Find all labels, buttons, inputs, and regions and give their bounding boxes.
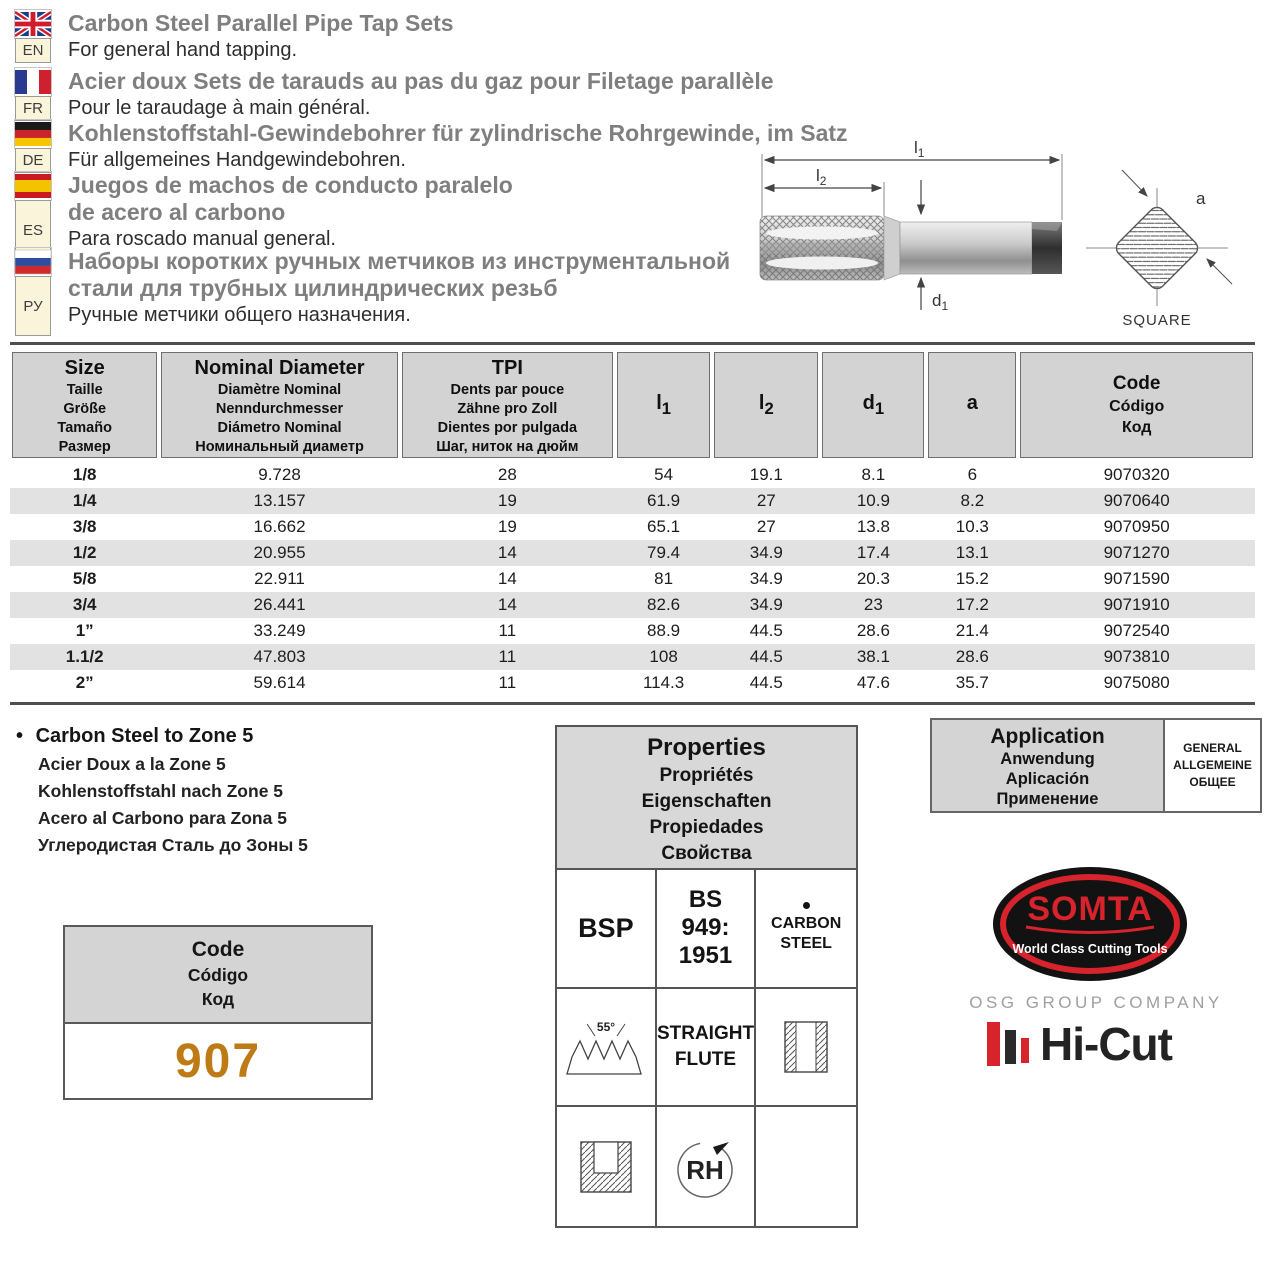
table-row (10, 488, 1255, 514)
hand-direction-label: RH (686, 1154, 725, 1185)
material-note-line: Kohlenstoffstahl nach Zone 5 (38, 781, 284, 801)
hicut-bars-icon (985, 1020, 1031, 1068)
header-line: Zähne pro Zoll (457, 401, 558, 417)
dimension-label-l2: $l_2$ (816, 166, 827, 188)
language-text (68, 10, 454, 63)
cell-d1: 13.8 (856, 517, 890, 536)
product-title: de acero al carbono (68, 199, 286, 225)
material-note (16, 722, 546, 859)
series-code-value: 907 (174, 1034, 262, 1088)
header-cell-tpi (400, 352, 615, 458)
cell-code: 9072540 (1103, 621, 1170, 640)
property-cell-material (756, 870, 856, 989)
cell-size: 5/8 (72, 569, 97, 588)
thread-profile-icon (563, 1016, 649, 1078)
cell-tpi: 14 (497, 595, 517, 614)
spec-table (10, 342, 1255, 705)
flute-line: STRAIGHT (656, 1022, 755, 1044)
product-subtitle: Für allgemeines Handgewindebohren. (68, 149, 406, 171)
cell-d1: 20.3 (856, 569, 890, 588)
tap-body-illustration (760, 216, 1062, 280)
property-cell-through-hole (756, 989, 856, 1108)
flag-column (15, 172, 51, 260)
language-code-label: DE (15, 148, 51, 173)
cell-code: 9070950 (1103, 517, 1170, 536)
language-text (68, 68, 774, 121)
cell-a: 6 (967, 465, 978, 484)
product-title: Kohlenstoffstahl-Gewindebohrer für zylindrische Rohrgewinde, im Satz (68, 120, 848, 146)
table-row (10, 514, 1255, 540)
header-line: Code (1112, 373, 1161, 394)
dimension-label-a: a (1196, 189, 1206, 208)
header-line: Diámetro Nominal (217, 420, 342, 436)
square-label: SQUARE (1122, 312, 1192, 329)
property-cell-thread-angle (557, 989, 657, 1108)
cell-l1: 82.6 (647, 595, 681, 614)
flute-line: FLUTE (674, 1048, 737, 1070)
cell-size: 2” (75, 673, 94, 692)
product-subtitle: Pour le taraudage à main général. (68, 97, 371, 119)
cell-a: 21.4 (955, 621, 989, 640)
dimension-label-l1: $l_1$ (914, 138, 925, 160)
property-cell-specification (657, 870, 757, 989)
material-line: CARBON (771, 915, 842, 933)
cell-d1: 47.6 (856, 673, 890, 692)
language-code-label: ES (15, 200, 51, 260)
product-subtitle: For general hand tapping. (68, 39, 298, 61)
header-cell-l1: $l_1$ (615, 352, 712, 458)
header-line: Taille (66, 382, 103, 398)
cell-l1: 65.1 (647, 517, 681, 536)
cell-code: 9071270 (1103, 543, 1170, 562)
header-line: Tamaño (57, 420, 112, 436)
cell-d1: 8.1 (861, 465, 886, 484)
cell-nominal: 47.803 (253, 647, 306, 666)
product-subtitle: Ручные метчики общего назначения. (68, 304, 411, 326)
material-note-line: Углеродистая Сталь до Зоны 5 (38, 835, 308, 855)
language-code-label: EN (15, 38, 51, 63)
properties-box (555, 725, 858, 1228)
cell-l1: 61.9 (647, 491, 681, 510)
material-note-line: Acero al Carbono para Zona 5 (38, 808, 287, 828)
cell-size: 3/8 (72, 517, 97, 536)
property-cell-flute (657, 989, 757, 1108)
language-code-label: РУ (15, 276, 51, 336)
cell-nominal: 33.249 (253, 621, 306, 640)
cell-l2: 27 (756, 491, 776, 510)
application-value-line: ALLGEMEINE (1173, 758, 1252, 772)
properties-header-line: Propriétés (659, 765, 754, 786)
table-top-rule (10, 342, 1255, 345)
language-code-label: FR (15, 96, 51, 121)
cell-tpi: 14 (497, 543, 517, 562)
product-title: Наборы коротких ручных метчиков из инструментальной (68, 248, 731, 274)
cell-d1: 28.6 (856, 621, 890, 640)
cell-nominal: 13.157 (253, 491, 306, 510)
flag-column (15, 120, 51, 173)
table-row (10, 592, 1255, 618)
flag-column (15, 248, 51, 336)
product-title: стали для трубных цилиндрических резьб (68, 275, 558, 301)
cell-a: 15.2 (955, 569, 989, 588)
spec-line: 949: (681, 914, 730, 942)
header-line: Größe (63, 401, 107, 417)
properties-header-line: Properties (647, 734, 766, 761)
osg-company-line: OSG GROUP COMPANY (969, 993, 1223, 1012)
somta-wordmark: SOMTA (1027, 890, 1153, 928)
application-header-line: Anwendung (1000, 750, 1095, 768)
language-block-en (15, 10, 454, 63)
cell-tpi: 19 (497, 517, 517, 536)
dimension-label-d1: $d_1$ (932, 291, 949, 313)
cell-nominal: 26.441 (253, 595, 306, 614)
language-block-ru (15, 248, 730, 336)
cell-l2: 34.9 (749, 569, 783, 588)
header-cell-l2: $l_2$ (712, 352, 820, 458)
material-line: STEEL (780, 935, 832, 953)
cell-size: 3/4 (72, 595, 97, 614)
language-block-de (15, 120, 848, 173)
application-header (932, 720, 1165, 811)
cell-l1: 108 (649, 647, 678, 666)
table-header (10, 352, 1255, 458)
header-line: Size (64, 357, 105, 379)
header-line: Dientes por pulgada (437, 420, 578, 436)
material-note-primary (16, 722, 546, 751)
header-line: Шаг, ниток на дюйм (436, 439, 579, 455)
cell-l2: 19.1 (749, 465, 783, 484)
code-box-body (65, 1024, 371, 1098)
cell-size: 1/2 (72, 543, 97, 562)
code-header-line: Código (187, 965, 249, 985)
properties-header-line: Свойства (661, 843, 752, 864)
cell-l2: 44.5 (749, 621, 783, 640)
cell-a: 13.1 (955, 543, 989, 562)
cell-a: 8.2 (960, 491, 985, 510)
cell-d1: 38.1 (856, 647, 890, 666)
language-text (68, 248, 730, 336)
bullet-icon: • (16, 725, 24, 747)
cell-a: 10.3 (955, 517, 989, 536)
property-cell-blind-hole (557, 1107, 657, 1226)
cell-l1: 54 (654, 465, 674, 484)
spec-line: 1951 (678, 942, 733, 970)
somta-logo (990, 864, 1190, 984)
cell-code: 9071590 (1103, 569, 1170, 588)
cell-size: 1” (75, 621, 94, 640)
cell-l1: 114.3 (642, 673, 685, 692)
uk-flag-icon (15, 10, 51, 38)
cell-l1: 79.4 (647, 543, 681, 562)
product-title: Acier doux Sets de tarauds au pas du gaz pour Filetage parallèle (68, 68, 774, 94)
code-header-line: Code (191, 938, 245, 961)
hicut-wordmark: Hi-Cut (1040, 1018, 1172, 1070)
table-row (10, 618, 1255, 644)
cell-a: 28.6 (955, 647, 989, 666)
cell-nominal: 9.728 (258, 465, 301, 484)
table-row (10, 566, 1255, 592)
properties-header (557, 727, 856, 870)
material-note-line: Acier Doux a la Zone 5 (38, 754, 226, 774)
header-line: Código (1109, 398, 1165, 415)
cell-tpi: 28 (497, 465, 517, 484)
header-cell-size (10, 352, 159, 458)
cell-size: 1/4 (72, 491, 97, 510)
cell-nominal: 20.955 (253, 543, 306, 562)
cell-l2: 34.9 (749, 595, 783, 614)
cell-nominal: 59.614 (253, 673, 306, 692)
cell-l2: 27 (756, 517, 776, 536)
product-subtitle: Para roscado manual general. (68, 228, 336, 250)
cell-size: 1.1/2 (65, 647, 104, 666)
header-line: Размер (58, 439, 111, 455)
language-block-fr (15, 68, 774, 121)
cell-code: 9073810 (1103, 647, 1170, 666)
table-bottom-rule (10, 702, 1255, 705)
germany-flag-icon (15, 120, 51, 148)
cell-code: 9070640 (1103, 491, 1170, 510)
flag-column (15, 68, 51, 121)
thread-standard-label: BSP (578, 912, 634, 943)
cell-l2: 44.5 (749, 647, 783, 666)
product-title: Carbon Steel Parallel Pipe Tap Sets (68, 10, 454, 36)
code-box (63, 925, 373, 1100)
cell-a: 35.7 (955, 673, 989, 692)
application-header-line: Применение (996, 790, 1099, 808)
cell-tpi: 11 (498, 621, 517, 640)
cell-code: 9070320 (1103, 465, 1170, 484)
cell-l2: 44.5 (749, 673, 783, 692)
header-line: Nominal Diameter (194, 357, 365, 379)
application-value-line: GENERAL (1183, 741, 1242, 755)
cell-nominal: 16.662 (253, 517, 306, 536)
properties-header-line: Eigenschaften (641, 791, 772, 812)
france-flag-icon (15, 68, 51, 96)
cell-l1: 88.9 (647, 621, 681, 640)
table-body (10, 462, 1255, 696)
cell-tpi: 19 (497, 491, 517, 510)
header-cell-code (1018, 352, 1255, 458)
header-line: Код (1121, 419, 1152, 436)
table-row (10, 670, 1255, 696)
bullet-dot-icon (803, 902, 810, 909)
flag-column (15, 10, 51, 63)
table-row (10, 540, 1255, 566)
cell-d1: 23 (863, 595, 883, 614)
cell-tpi: 14 (497, 569, 517, 588)
table-row (10, 644, 1255, 670)
properties-grid (557, 870, 856, 1226)
language-block-es (15, 172, 513, 260)
language-text (68, 172, 513, 260)
material-note-text: Carbon Steel to Zone 5 (35, 725, 254, 747)
tap-diagram (748, 130, 1265, 332)
header-line: Diamètre Nominal (217, 382, 342, 398)
hicut-logo (985, 1020, 1172, 1068)
cell-a: 17.2 (955, 595, 989, 614)
cell-code: 9071910 (1103, 595, 1170, 614)
header-cell-a: a (926, 352, 1018, 458)
language-text (68, 120, 848, 173)
table-row (10, 462, 1255, 488)
property-cell-rotation (657, 1107, 757, 1226)
application-value-line: ОБЩЕЕ (1189, 775, 1236, 789)
through-hole-icon (783, 1020, 829, 1074)
blind-hole-icon (579, 1140, 633, 1194)
thread-angle-label: 55° (596, 1019, 615, 1034)
cell-tpi: 11 (498, 647, 517, 666)
cell-size: 1/8 (72, 465, 97, 484)
application-header-line: Application (990, 725, 1105, 748)
properties-header-line: Propiedades (649, 817, 764, 838)
code-box-header (65, 927, 371, 1024)
cell-l1: 81 (654, 569, 674, 588)
property-cell-thread-standard (557, 870, 657, 989)
cell-l2: 34.9 (749, 543, 783, 562)
somta-tagline: World Class Cutting Tools (1012, 942, 1168, 956)
header-line: Номинальный диаметр (195, 439, 364, 455)
rotation-rh-icon (667, 1129, 743, 1205)
cell-tpi: 11 (498, 673, 517, 692)
cell-d1: 10.9 (856, 491, 890, 510)
code-header-line: Код (201, 989, 235, 1009)
application-value (1165, 720, 1260, 811)
header-cell-nominal-diameter (159, 352, 399, 458)
header-cell-d1: $d_1$ (820, 352, 926, 458)
property-cell-empty (756, 1107, 856, 1226)
product-title: Juegos de machos de conducto paralelo (68, 172, 513, 198)
application-header-line: Aplicación (1005, 770, 1090, 788)
cell-nominal: 22.911 (254, 569, 305, 588)
russia-flag-icon (15, 248, 51, 276)
cell-d1: 17.4 (856, 543, 890, 562)
header-line: Nenndurchmesser (215, 401, 344, 417)
spec-line: BS (688, 886, 723, 914)
header-line: Dents par pouce (450, 382, 565, 398)
application-box (930, 718, 1262, 813)
square-section-diagram (1086, 170, 1232, 329)
header-line: TPI (491, 357, 523, 379)
spain-flag-icon (15, 172, 51, 200)
cell-code: 9075080 (1103, 673, 1170, 692)
